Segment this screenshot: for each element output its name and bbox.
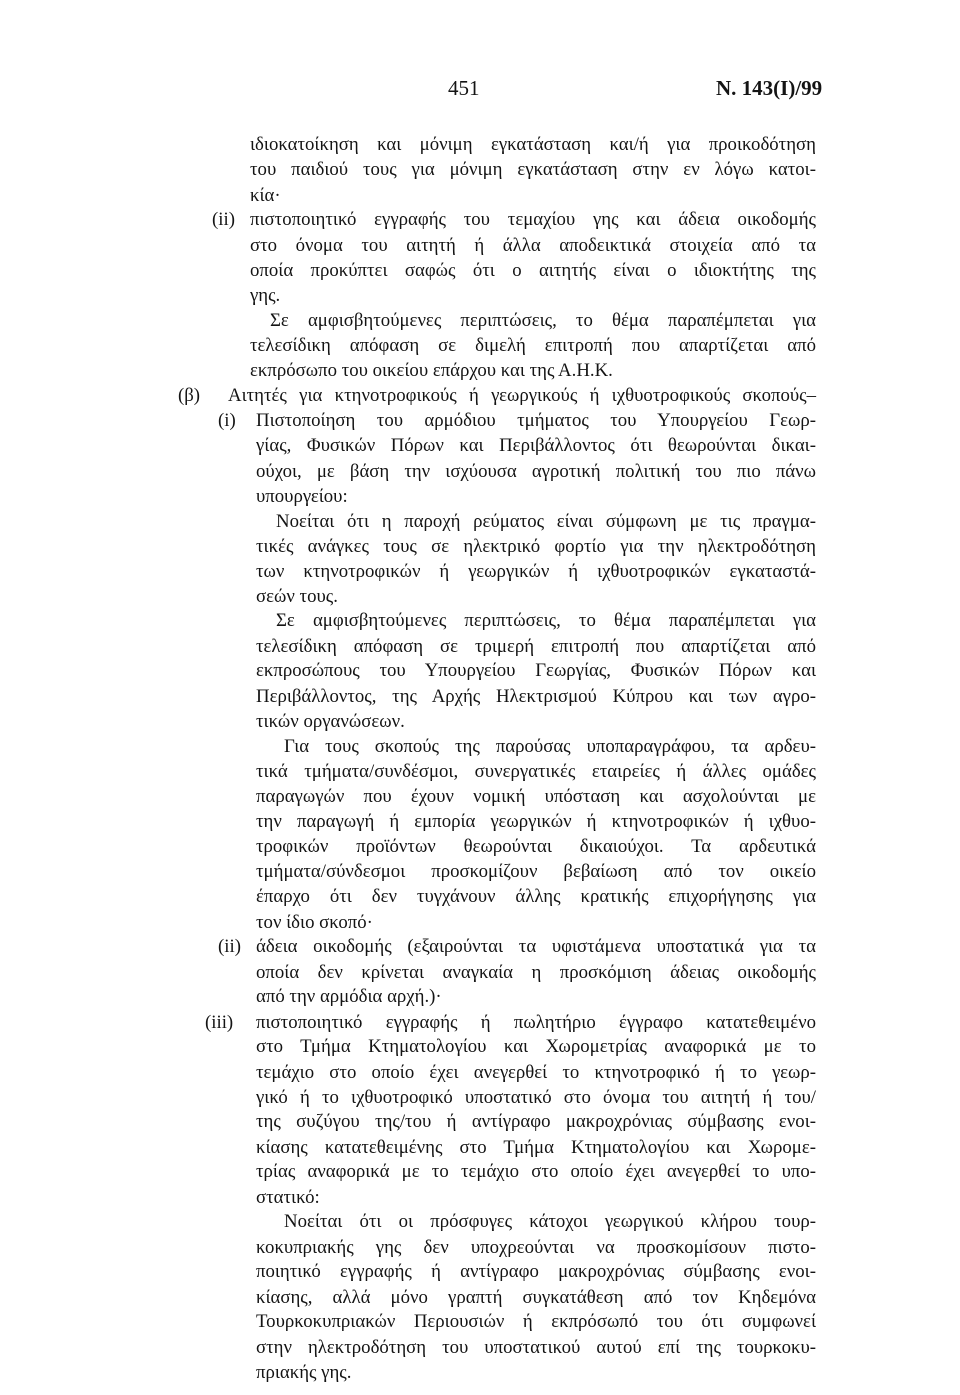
item-label: (ii): [212, 209, 235, 230]
page-header: [0, 76, 960, 108]
line-text: Αιτητές για κτηνοτροφικούς ή γεωργικούς ή ιχθυοτροφικούς σκοπούς–: [228, 385, 816, 406]
line-text: Πιστοποίηση του αρμόδιου τμήματος του Υπουργείου Γεωρ-: [256, 410, 816, 431]
line-text: υπουργείου:: [256, 486, 348, 507]
line-text: του παιδιού τους για μόνιμη εγκατάσταση στην εν λόγω κατοι-: [250, 159, 816, 180]
item-label: (β): [178, 385, 201, 406]
line-text: των κτηνοτροφικών ή γεωργικών ή ιχθυοτροφικών εγκαταστά-: [256, 561, 816, 582]
line-text: άδεια οικοδομής (εξαιρούνται τα υφιστάμενα υποστατικά για τα: [256, 936, 816, 957]
page-number: 451: [448, 76, 480, 100]
line-text: στατικό:: [256, 1187, 320, 1208]
line-text: τμήματα/σύνδεσμοι προσκομίζουν βεβαίωση από τον οικείο: [256, 861, 816, 882]
line-text: της συζύγου της/του ή αντίγραφο μακροχρόνιας σύμβασης ενοι-: [256, 1111, 816, 1132]
law-number: Ν. 143(Ι)/99: [716, 76, 823, 100]
text-line: [0, 1358, 960, 1388]
line-text: τελεσίδικη απόφαση σε διμελή επιτροπή που απαρτίζεται από: [250, 335, 816, 356]
line-text: Τουρκοκυπριακών Περιουσιών ή εκπρόσωπό του ότι συμφωνεί: [256, 1311, 816, 1332]
line-text: εκπροσώπους του Υπουργείου Γεωργίας, Φυσικών Πόρων και: [256, 660, 816, 681]
line-text: ποιητικό εγγραφής ή αντίγραφο μακροχρόνιας σύμβασης ενοι-: [256, 1261, 816, 1282]
line-text: κία·: [250, 185, 281, 206]
line-text: στο όνομα του αιτητή ή άλλα αποδεικτικά στοιχεία από τα: [250, 235, 816, 256]
line-text: γίας, Φυσικών Πόρων και Περιβάλλοντος ότι θεωρούνται δικαι-: [256, 435, 816, 456]
line-text: στην ηλεκτροδότηση του υποστατικού αυτού επί της τουρκοκυ-: [256, 1337, 816, 1358]
line-text: τικές ανάγκες τους σε ηλεκτρικό φορτίο για την ηλεκτροδότηση: [256, 536, 816, 557]
line-text: την παραγωγή ή εμπορία γεωργικών ή κτηνοτροφικών ή ιχθυο-: [256, 811, 816, 832]
line-text: Για τους σκοπούς της παρούσας υποπαραγράφου, τα αρδευ-: [284, 736, 816, 757]
line-text: κίασης κατατεθειμένης στο Τμήμα Κτηματολογίου και Χωρομε-: [256, 1137, 816, 1158]
line-text: γικό ή το ιχθυοτροφικό υποστατικό στο όνομα του αιτητή ή του/: [256, 1087, 816, 1108]
line-text: Σε αμφισβητούμενες περιπτώσεις, το θέμα παραπέμπεται για: [276, 610, 816, 631]
line-text: τικών οργανώσεων.: [256, 711, 405, 732]
line-text: στο Τμήμα Κτηματολογίου και Χωρομετρίας αναφορικά με το: [256, 1036, 816, 1057]
line-text: τελεσίδικη απόφαση σε τριμερή επιτροπή που απαρτίζεται από: [256, 636, 816, 657]
line-text: ιδιοκατοίκηση και μόνιμη εγκατάσταση και/ή για προικοδότηση: [250, 134, 816, 155]
line-text: σεών τους.: [256, 586, 338, 607]
line-text: τον ίδιο σκοπό·: [256, 912, 373, 933]
line-text: ούχοι, με βάση την ισχύουσα αγροτική πολιτική του πιο πάνω: [256, 461, 816, 482]
line-text: τικά τμήματα/συνδέσμοι, συνεργατικές εταιρείες ή άλλες ομάδες: [256, 761, 816, 782]
line-text: εκπρόσωπο του οικείου επάρχου και της Α.Η.Κ.: [250, 360, 613, 381]
item-label: (iii): [205, 1012, 234, 1033]
line-text: Νοείται ότι η παροχή ρεύματος είναι σύμφωνη με τις πραγμα-: [276, 511, 816, 532]
line-text: οποία προκύπτει σαφώς ότι ο αιτητής είναι ο ιδιοκτήτης της: [250, 260, 816, 281]
line-text: πριακής γης.: [256, 1362, 352, 1383]
line-text: Νοείται ότι οι πρόσφυγες κάτοχοι γεωργικού κλήρου τουρ-: [284, 1211, 816, 1232]
line-text: πιστοποιητικό εγγραφής ή πωλητήριο έγγραφο κατατεθειμένο: [256, 1012, 816, 1033]
line-text: πιστοποιητικό εγγραφής του τεμαχίου γης και άδεια οικοδομής: [250, 209, 816, 230]
line-text: τροφικών προϊόντων θεωρούνται δικαιούχοι. Τα αρδευτικά: [256, 836, 816, 857]
line-text: έπαρχο ότι δεν τυγχάνουν άλλης κρατικής επιχορήγησης για: [256, 886, 816, 907]
line-text: τρίας αναφορικά με το τεμάχιο στο οποίο έχει ανεγερθεί το υπο-: [256, 1161, 816, 1182]
line-text: κίασης, αλλά μόνο γραπτή συγκατάθεση από τον Κηδεμόνα: [256, 1287, 816, 1308]
line-text: οποία δεν κρίνεται αναγκαία η προσκόμιση άδειας οικοδομής: [256, 962, 816, 983]
line-text: κοκυπριακής γης δεν υποχρεούνται να προσκομίσουν πιστο-: [256, 1237, 816, 1258]
line-text: Σε αμφισβητούμενες περιπτώσεις, το θέμα παραπέμπεται για: [270, 310, 816, 331]
line-text: από την αρμόδια αρχή.)·: [256, 986, 442, 1007]
line-text: γης.: [250, 285, 281, 306]
item-label: (ii): [218, 936, 241, 957]
line-text: Περιβάλλοντος, της Αρχής Ηλεκτρισμού Κύπρου και των αγρο-: [256, 686, 816, 707]
item-label: (i): [218, 410, 236, 431]
line-text: παραγωγών που έχουν νομική υπόσταση και ασχολούνται με: [256, 786, 816, 807]
line-text: τεμάχιο στο οποίο έχει ανεγερθεί το κτηνοτροφικό ή το γεωρ-: [256, 1062, 816, 1083]
